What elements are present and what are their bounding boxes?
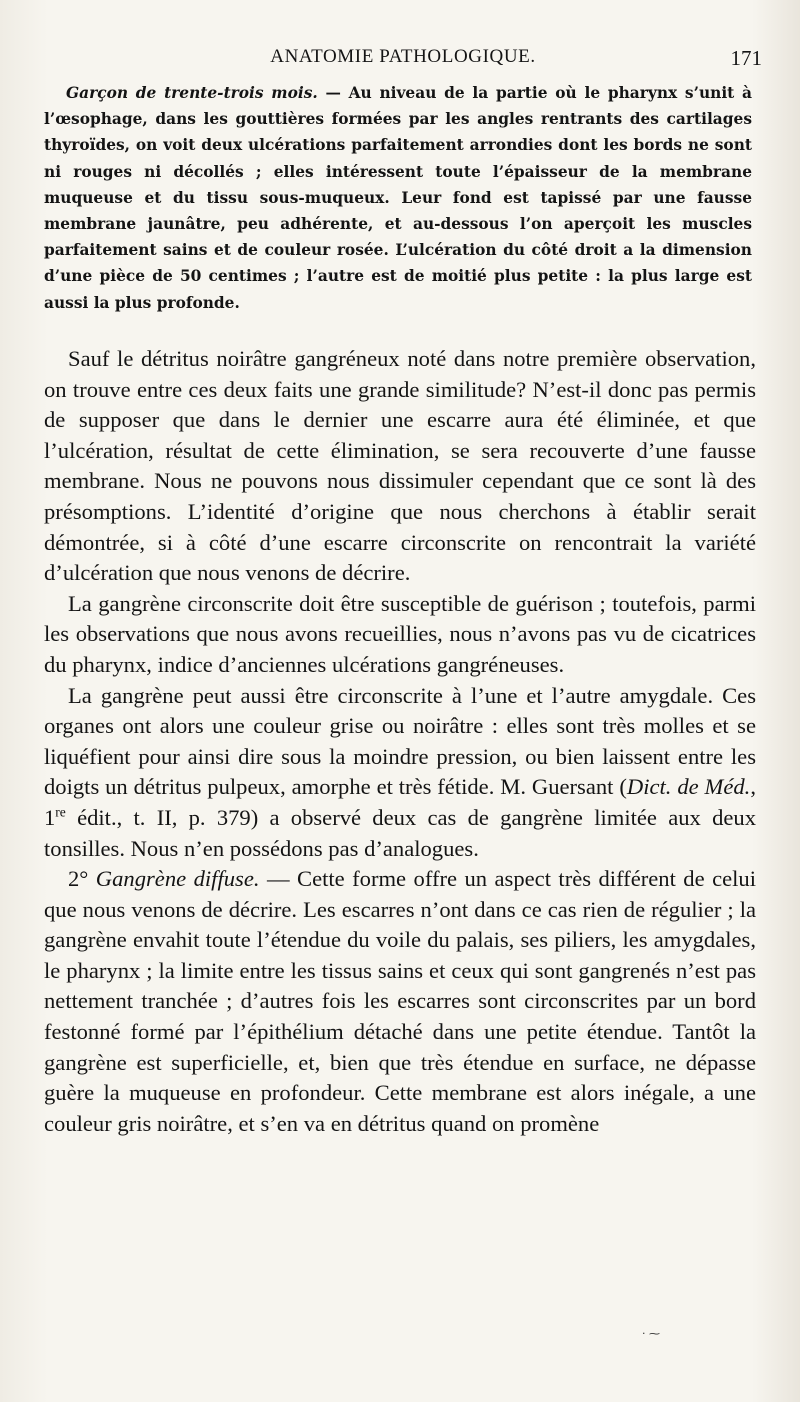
section-number: 2°	[68, 866, 96, 892]
print-speck: · ⁓	[642, 1327, 660, 1340]
paragraph-guerison: La gangrène circonscrite doit être susceptible de guérison ; toutefois, parmi les observations que nous avons recueillies, nous n’avons pas vu de cicatrices du pharynx, indice d’anciennes ulcérations gangréneuses.	[44, 590, 756, 677]
case-lead: Garçon de trente-trois mois.	[66, 84, 318, 102]
paragraph-amygdale	[44, 681, 756, 865]
body-text	[44, 344, 756, 1139]
edition-superscript: re	[55, 804, 66, 820]
case-observation-paragraph	[44, 80, 752, 316]
paragraph-amygdale-text-b: , 1	[44, 774, 756, 830]
case-observation	[44, 80, 752, 316]
paragraph-amygdale-text-c: édit., t. II, p. 379) a observé deux cas de gangrène limitée aux deux tonsilles. Nous n’en possédons pas d’analogues.	[44, 804, 756, 861]
case-text: — Au niveau de la partie où le pharynx s’unit à l’œsophage, dans les gouttières formées par les angles rentrants des cartilages thyroïdes, on voit deux ulcérations parfaitement arrondies dont les bords ne sont ni rouges ni décollés ; elles intéressent toute l’épaisseur de la membrane muqueuse et du tissu sous-muqueux. Leur fond est tapissé par une fausse membrane jaunâtre, peu adhérente, et au-dessous l’on aperçoit les muscles parfaitement sains et de couleur rosée. L’ulcération du côté droit a la dimension d’une pièce de 50 centimes ; l’autre est de moitié plus petite : la plus large est aussi la plus profonde.	[44, 84, 752, 312]
paragraph-amygdale-text-a: La gangrène peut aussi être circonscrite à l’une et l’autre amygdale. Ces organes ont alors une couleur grise ou noirâtre : elles sont très molles et se liquéfient pour ainsi dire sous la moindre pression, ou bien laissent entre les doigts un détritus pulpeux, amorphe et très fétide. M. Guersant (	[44, 682, 756, 800]
paragraph-gangrene-diffuse	[44, 864, 756, 1139]
section-heading: Gangrène diffuse.	[95, 866, 260, 892]
paragraph-gangrene-diffuse-text: — Cette forme offre un aspect très différent de celui que nous venons de décrire. Les escarres n’ont dans ce cas rien de régulier ; la gangrène envahit toute l’étendue du voile du palais, ses piliers, les amygdales, le pharynx ; la limite entre les tissus sains et ceux qui sont gangrenés n’est pas nettement tranchée ; d’autres fois les escarres sont circonscrites par un bord festonné formé par l’épithélium détaché dans une petite étendue. Tantôt la gangrène est superficielle, et, bien que très étendue en surface, ne dépasse guère la muqueuse en profondeur. Cette membrane est alors inégale, a une couleur gris noirâtre, et s’en va en détritus quand on promène	[44, 866, 756, 1136]
page-number: 171	[730, 46, 762, 70]
running-head-title: ANATOMIE PATHOLOGIQUE.	[270, 46, 536, 67]
running-head	[44, 46, 762, 76]
dictionary-reference: Dict. de Méd.	[626, 774, 751, 800]
paragraph-similitude: Sauf le détritus noirâtre gangréneux noté dans notre première observation, on trouve entre ces deux faits une grande similitude? N’est-il donc pas permis de supposer que dans le dernier une escarre aura été éliminée, et que l’ulcération, résultat de cette élimination, se sera recouverte d’une fausse membrane. Nous ne pouvons nous dissimuler cependant que ce sont là des présomptions. L’identité d’origine que nous cherchons à établir serait démontrée, si à côté d’une escarre circonscrite on rencontrait la variété d’ulcération que nous venons de décrire.	[44, 346, 756, 586]
